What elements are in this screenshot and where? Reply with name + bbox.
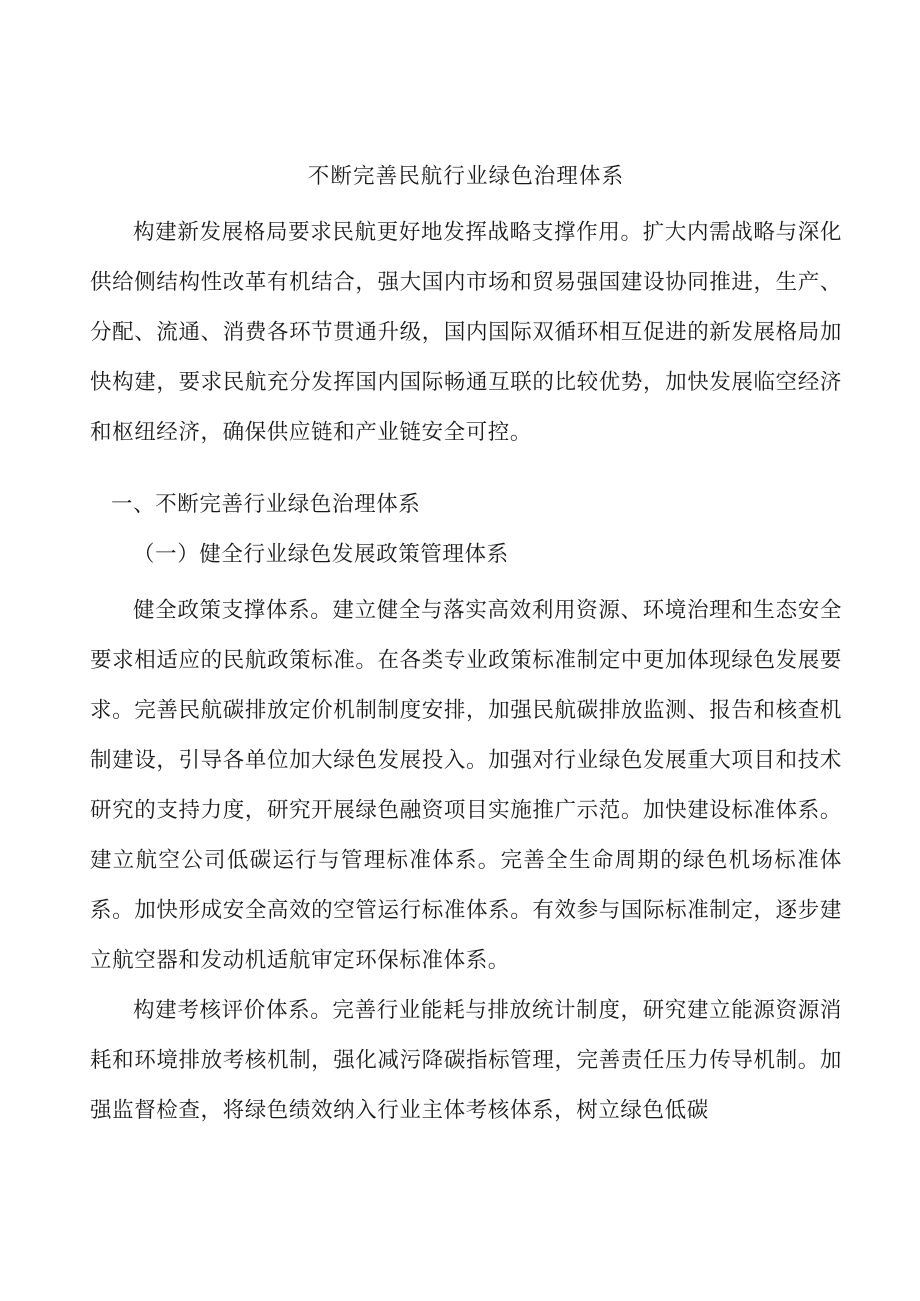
subsection-heading-one: （一）健全行业绿色发展政策管理体系 bbox=[133, 542, 509, 567]
top-margin-spacer bbox=[90, 0, 842, 160]
section-heading-one: 一、不断完善行业绿色治理体系 bbox=[111, 492, 421, 517]
document-body bbox=[90, 0, 842, 1136]
policy-support-paragraph: 健全政策支撑体系。建立健全与落实高效利用资源、环境治理和生态安全要求相适应的民航政策标准。在各类专业政策标准制定中更加体现绿色发展要求。完善民航碳排放定价机制制度安排，加强民航碳排放监测、报告和核查机制建设，引导各单位加大绿色发展投入。加强对行业绿色发展重大项目和技术研究的支持力度，研究开展绿色融资项目实施推广示范。加快建设标准体系。建立航空公司低碳运行与管理标准体系。完善全生命周期的绿色机场标准体系。加快形成安全高效的空管运行标准体系。有效参与国际标准制定，逐步建立航空器和发动机适航审定环保标准体系。 bbox=[90, 598, 842, 973]
intro-paragraph: 构建新发展格局要求民航更好地发挥战略支撑作用。扩大内需战略与深化供给侧结构性改革有机结合，强大国内市场和贸易强国建设协同推进，生产、分配、流通、消费各环节贯通升级，国内国际双循环相互促进的新发展格局加快构建，要求民航充分发挥国内国际畅通互联的比较优势，加快发展临空经济和枢纽经济，确保供应链和产业链安全可控。 bbox=[90, 220, 842, 445]
section-gap bbox=[90, 458, 842, 480]
page-title: 不断完善民航行业绿色治理体系 bbox=[307, 164, 625, 189]
assessment-evaluation-paragraph: 构建考核评价体系。完善行业能耗与排放统计制度，研究建立能源资源消耗和环境排放考核机制，强化减污降碳指标管理，完善责任压力传导机制。加强监督检查，将绿色绩效纳入行业主体考核体系，树立绿色低碳 bbox=[90, 998, 842, 1123]
